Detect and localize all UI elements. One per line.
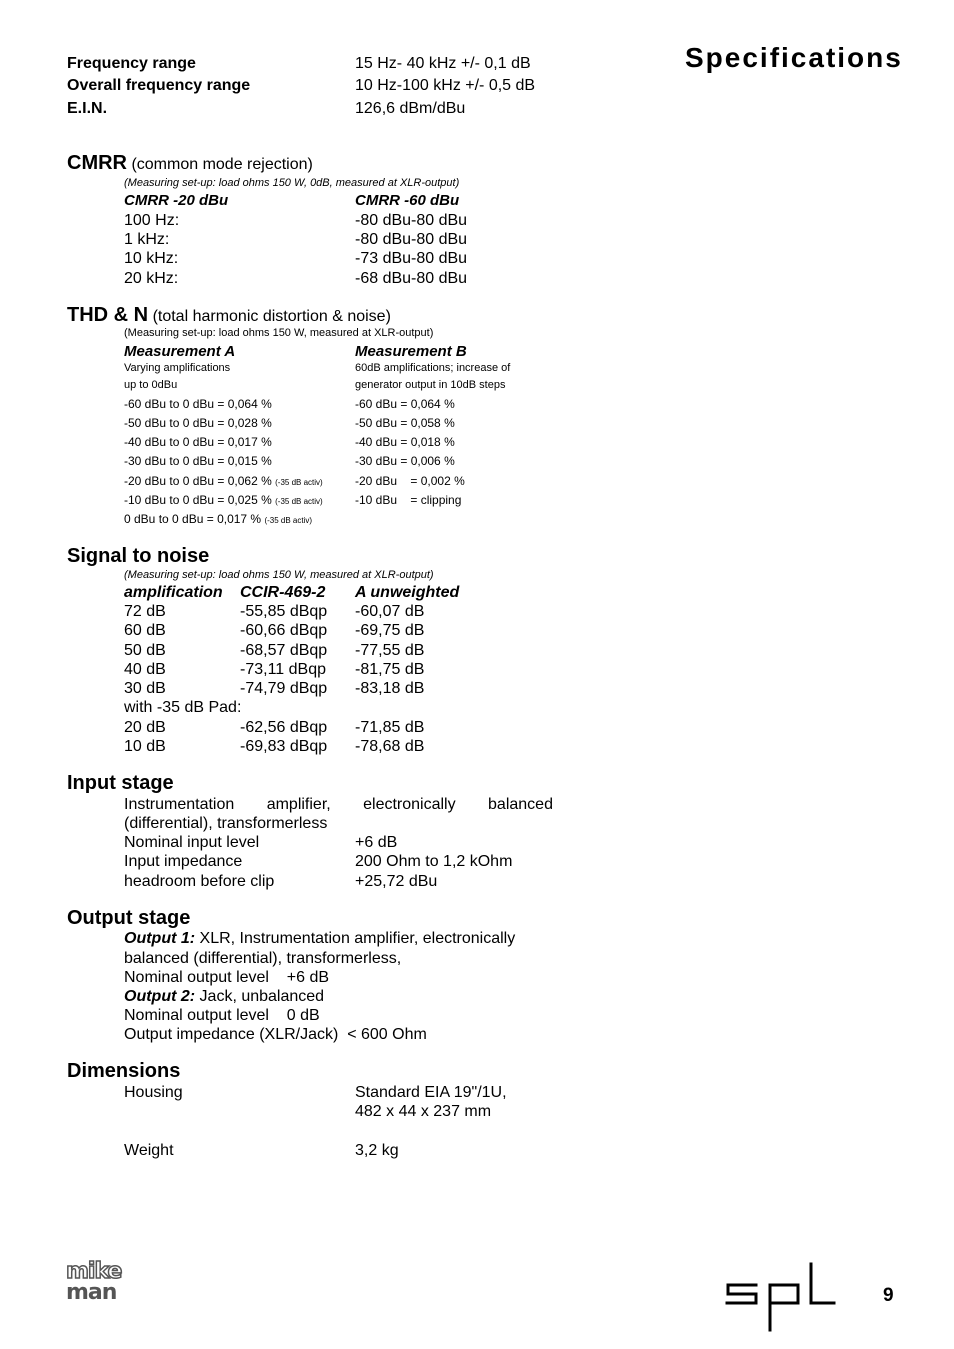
column-header: A unweighted [355,584,460,601]
spec-value: 3,2 kg [355,1142,399,1159]
column-header: CMRR -20 dBu [124,192,229,209]
section-heading: CMRR [67,152,127,174]
spec-label: headroom before clip [124,873,275,890]
output-1-level: Nominal output level +6 dB [124,969,330,986]
spec-value: 15 Hz- 40 kHz +/- 0,1 dB [355,55,531,72]
column-header: CCIR-469-2 [240,584,326,601]
spec-label: Housing [124,1084,183,1101]
setup-note: (Measuring set-up: load ohms 150 W, 0dB, measured at XLR-output) [124,177,460,189]
pad-note: (-35 dB activ) [275,497,323,506]
output-2-line: Output 2: Jack, unbalanced [124,988,325,1005]
spec-value: 10 Hz-100 kHz +/- 0,5 dB [355,77,536,94]
table-cell: 40 dB [124,661,166,678]
table-cell: 1 kHz: [124,231,170,248]
spec-label: Input impedance [124,853,243,870]
table-cell: 72 dB [124,603,166,620]
spec-value: 482 x 44 x 237 mm [355,1103,492,1120]
column-header: Measurement B [355,343,467,360]
table-cell: 60 dB [124,622,166,639]
page-number: 9 [883,1285,894,1306]
description: up to 0dBu [124,379,178,391]
measurement-a-row: -30 dBu to 0 dBu = 0,015 % [124,454,272,468]
table-cell: -62,56 dBqp [240,719,328,736]
thd-heading-line [67,303,391,327]
spl-logo-graphic [724,1261,836,1333]
table-cell: -69,75 dB [355,622,425,639]
description: generator output in 10dB steps [355,379,506,391]
table-cell: -60,07 dB [355,603,425,620]
section-subheading: (total harmonic distortion & noise) [152,308,391,325]
spec-value: +25,72 dBu [355,873,438,890]
table-cell: -74,79 dBqp [240,680,328,697]
column-header: Measurement A [124,343,236,360]
table-cell: -55,85 dBqp [240,603,328,620]
section-subheading: (common mode rejection) [131,156,313,173]
table-cell: 100 Hz: [124,212,180,229]
setup-note: (Measuring set-up: load ohms 150 W, measured at XLR-output) [124,569,434,581]
measurement-a-row: 0 dBu to 0 dBu = 0,017 % (-35 dB activ) [124,512,313,526]
table-cell: -68,57 dBqp [240,642,328,659]
section-heading: Input stage [67,772,174,794]
table-cell: -80 dBu-80 dBu [355,231,468,248]
measurement-a-row: -10 dBu to 0 dBu = 0,025 % (-35 dB activ) [124,493,323,507]
input-description: Instrumentation amplifier, electronically balanced [124,796,553,813]
pad-label: with -35 dB Pad: [124,699,242,716]
input-description-line2: (differential), transformerless [124,815,328,832]
logo-mike-text: mike [66,1259,122,1284]
cmrr-heading-line [67,151,313,175]
output-impedance: Output impedance (XLR/Jack) < 600 Ohm [124,1026,427,1043]
spec-value: 126,6 dBm/dBu [355,100,466,117]
table-cell: 10 dB [124,738,166,755]
spec-value: Standard EIA 19"/1U, [355,1084,507,1101]
spec-value: +6 dB [355,834,398,851]
table-cell: 10 kHz: [124,250,179,267]
measurement-b-row: -10 dBu = clipping [355,493,462,507]
table-cell: -68 dBu-80 dBu [355,270,468,287]
column-header: amplification [124,584,223,601]
table-cell: -80 dBu-80 dBu [355,212,468,229]
measurement-b-row: -50 dBu = 0,058 % [355,416,455,430]
measurement-b-row: -30 dBu = 0,006 % [355,454,455,468]
measurement-b-row: -20 dBu = 0,002 % [355,474,465,488]
output-1-line2: balanced (differential), transformerless, [124,950,402,967]
section-heading: Output stage [67,907,191,929]
pad-note: (-35 dB activ) [264,516,313,525]
measurement-a-row: -60 dBu to 0 dBu = 0,064 % [124,397,272,411]
spl-logo [724,1261,836,1333]
table-cell: -78,68 dB [355,738,425,755]
table-cell: -73 dBu-80 dBu [355,250,468,267]
section-heading: THD & N [67,304,149,326]
table-cell: -73,11 dBqp [240,661,326,678]
table-cell: 50 dB [124,642,166,659]
column-header: CMRR -60 dBu [355,192,460,209]
description: 60dB amplifications; increase of [355,362,511,374]
pad-note: (-35 dB activ) [275,478,323,487]
table-cell: -60,66 dBqp [240,622,328,639]
spec-label: Nominal input level [124,834,260,851]
spec-value: 200 Ohm to 1,2 kOhm [355,853,513,870]
spec-label: E.I.N. [67,100,108,117]
section-heading: Dimensions [67,1060,181,1082]
table-cell: -81,75 dB [355,661,425,678]
logo-man-text: man [66,1280,117,1305]
mikeman-logo [66,1261,132,1307]
table-cell: 30 dB [124,680,166,697]
output-1-line: Output 1: XLR, Instrumentation amplifier, electronically [124,930,516,947]
measurement-a-row: -50 dBu to 0 dBu = 0,028 % [124,416,272,430]
measurement-b-row: -40 dBu = 0,018 % [355,435,455,449]
table-cell: 20 kHz: [124,270,179,287]
page-title: Specifications [685,42,903,73]
measurement-a-row: -40 dBu to 0 dBu = 0,017 % [124,435,272,449]
spec-label: Weight [124,1142,174,1159]
table-cell: -77,55 dB [355,642,425,659]
measurement-a-row: -20 dBu to 0 dBu = 0,062 % (-35 dB activ) [124,474,323,488]
table-cell: 20 dB [124,719,166,736]
table-cell: -71,85 dB [355,719,425,736]
table-cell: -83,18 dB [355,680,425,697]
setup-note: (Measuring set-up: load ohms 150 W, measured at XLR-output) [124,327,434,339]
output-2-level: Nominal output level 0 dB [124,1007,320,1024]
table-cell: -69,83 dBqp [240,738,328,755]
measurement-b-row: -60 dBu = 0,064 % [355,397,455,411]
spec-label: Overall frequency range [67,77,251,94]
section-heading: Signal to noise [67,545,210,567]
spec-label: Frequency range [67,55,196,72]
description: Varying amplifications [124,362,231,374]
